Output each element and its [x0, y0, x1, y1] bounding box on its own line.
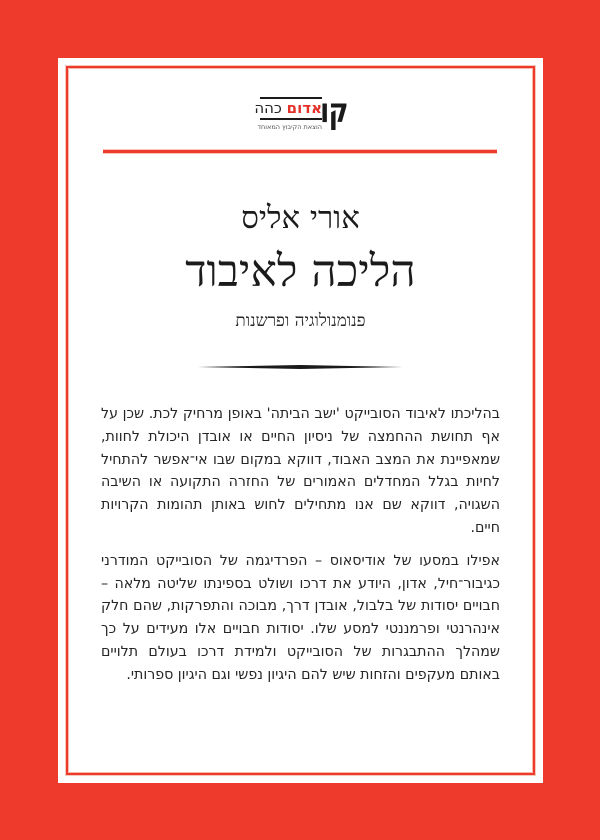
author-name: אורי אליס — [241, 200, 360, 236]
logo-wordmark — [254, 97, 322, 120]
ornamental-divider — [198, 365, 403, 369]
book-subtitle: פנומנולוגיה ופרשנות — [235, 311, 366, 331]
logo-subtitle: הוצאת הקיבוץ המאוחד — [257, 123, 322, 131]
publisher-logo — [254, 91, 348, 138]
logo-word-dark: כהה — [254, 99, 282, 117]
tapered-line-icon — [198, 365, 403, 369]
book-cover-page — [58, 58, 543, 783]
book-title: הליכה לאיבוד — [185, 246, 416, 297]
blurb-text — [101, 403, 500, 697]
header-divider — [103, 150, 497, 153]
logo-word-red: אדום — [286, 99, 322, 117]
blurb-paragraph-1: בהליכתו לאיבוד הסובייקט 'ישב הביתה' באופן מרחיק לכת. שכן על אף תחושת ההחמצה של ניסיון החיים או אובדן היכולת לחוות, שמאפיינת את המצב האבוד, דווקא במקום שבו אי־אפשר להתחיל לחיות בגלל המחדלים האמורים של החזרה התקועה או השיבה השגויה, דווקא שם אנו מתחילים לחוש באותן תהומות הקרויות חיים. — [101, 406, 500, 536]
blurb-paragraph-2: אפילו במסעו של אודיסאוס – הפרדיגמה של הסובייקט המודרני כגיבור־חיל, אדון, היודע את דרכו ושולט בספינתו שליטה מלאה – חבויים יסודות של בלבול, אובדן דרך, מבוכה והתפרקות, שהם חלק אינהרנטי ופרמננטי למסע שלו. יסודות חבויים אלו מעידים על כך שמהלך ההתבגרות של הסובייקט ולמידת דרכו בעולם תלויים באותם מעקפים והזחות שיש להם היגיון נפשי וגם היגיון ספרותי. — [101, 552, 500, 683]
logo-mark: קו — [320, 91, 348, 131]
